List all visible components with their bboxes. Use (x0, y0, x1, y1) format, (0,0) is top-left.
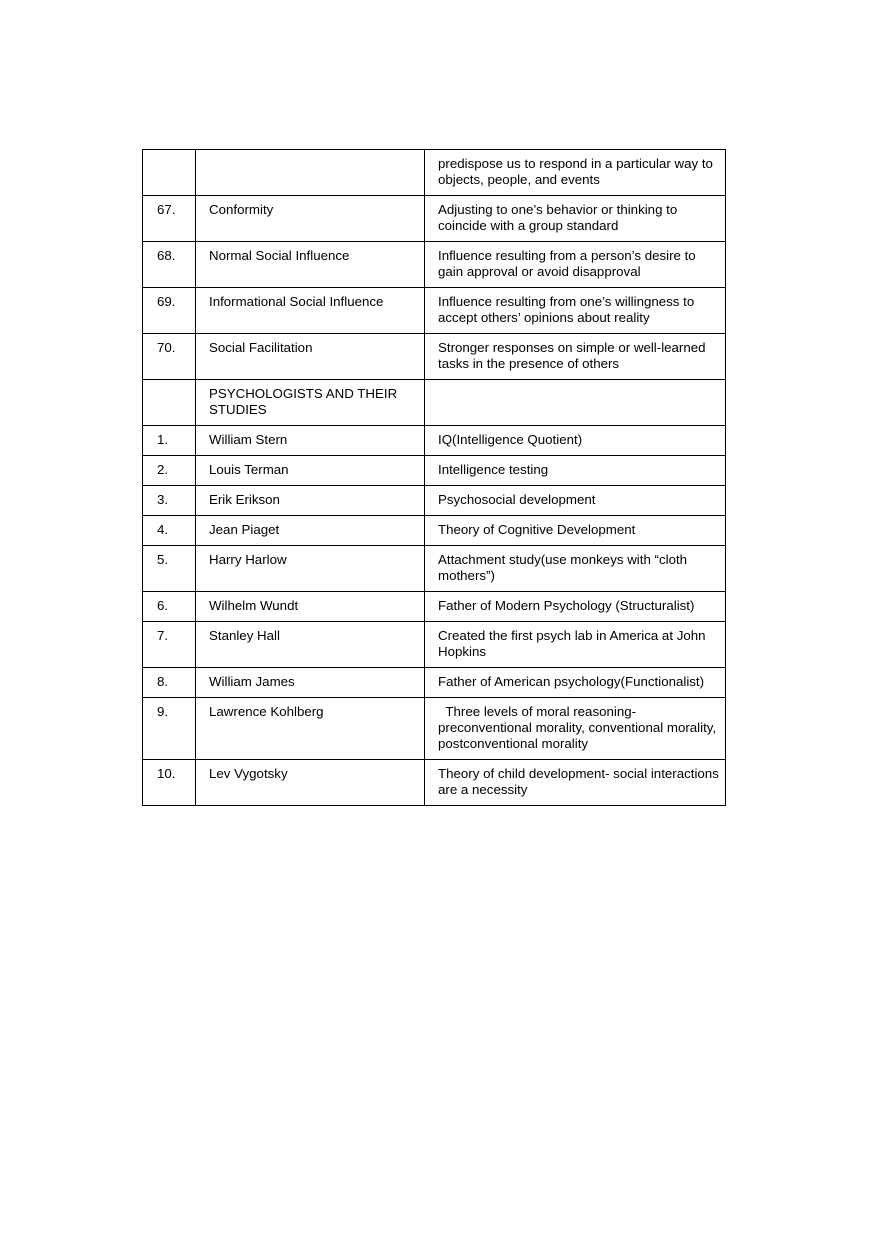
row-number: 4. (143, 516, 196, 546)
table-row (143, 516, 726, 546)
row-number: 68. (143, 242, 196, 288)
row-term: Louis Terman (196, 456, 425, 486)
table-row (143, 242, 726, 288)
row-number: 69. (143, 288, 196, 334)
table-row (143, 486, 726, 516)
row-term: Social Facilitation (196, 334, 425, 380)
row-number (143, 150, 196, 196)
row-definition: predispose us to respond in a particular way to objects, people, and events (425, 150, 726, 196)
row-definition: Theory of Cognitive Development (425, 516, 726, 546)
row-definition: Theory of child development- social interactions are a necessity (425, 760, 726, 806)
row-number: 2. (143, 456, 196, 486)
row-term: Jean Piaget (196, 516, 425, 546)
row-definition: Father of Modern Psychology (Structuralist) (425, 592, 726, 622)
row-term: William Stern (196, 426, 425, 456)
row-definition: Three levels of moral reasoning- preconventional morality, conventional morality, postconventional morality (425, 698, 726, 760)
row-definition: Stronger responses on simple or well-learned tasks in the presence of others (425, 334, 726, 380)
glossary-table (142, 149, 726, 806)
row-term: Stanley Hall (196, 622, 425, 668)
row-number: 8. (143, 668, 196, 698)
table-row (143, 668, 726, 698)
row-number: 6. (143, 592, 196, 622)
row-term: Harry Harlow (196, 546, 425, 592)
table-row (143, 456, 726, 486)
row-number: 10. (143, 760, 196, 806)
row-definition: Attachment study(use monkeys with “cloth mothers”) (425, 546, 726, 592)
table-row (143, 592, 726, 622)
row-definition: Adjusting to one’s behavior or thinking to coincide with a group standard (425, 196, 726, 242)
row-number: 1. (143, 426, 196, 456)
row-term: Conformity (196, 196, 425, 242)
row-term: Lev Vygotsky (196, 760, 425, 806)
row-number: 3. (143, 486, 196, 516)
row-definition: Influence resulting from a person’s desire to gain approval or avoid disapproval (425, 242, 726, 288)
section-header-row (143, 380, 726, 426)
row-definition (425, 380, 726, 426)
row-term (196, 150, 425, 196)
row-definition: Influence resulting from one’s willingness to accept others’ opinions about reality (425, 288, 726, 334)
row-definition: Intelligence testing (425, 456, 726, 486)
row-definition: Created the first psych lab in America at John Hopkins (425, 622, 726, 668)
table-row (143, 760, 726, 806)
row-definition: IQ(Intelligence Quotient) (425, 426, 726, 456)
row-number: 5. (143, 546, 196, 592)
glossary-table-body (143, 150, 726, 806)
table-row (143, 334, 726, 380)
row-number: 67. (143, 196, 196, 242)
table-row (143, 698, 726, 760)
table-row (143, 288, 726, 334)
row-term: Informational Social Influence (196, 288, 425, 334)
table-row (143, 150, 726, 196)
row-term: Normal Social Influence (196, 242, 425, 288)
row-term: William James (196, 668, 425, 698)
row-number: 7. (143, 622, 196, 668)
section-heading: PSYCHOLOGISTS AND THEIR STUDIES (196, 380, 425, 426)
row-number: 70. (143, 334, 196, 380)
row-number (143, 380, 196, 426)
row-term: Lawrence Kohlberg (196, 698, 425, 760)
row-number: 9. (143, 698, 196, 760)
table-row (143, 622, 726, 668)
table-row (143, 546, 726, 592)
row-term: Erik Erikson (196, 486, 425, 516)
row-definition: Psychosocial development (425, 486, 726, 516)
table-row (143, 426, 726, 456)
table-row (143, 196, 726, 242)
row-definition: Father of American psychology(Functionalist) (425, 668, 726, 698)
row-term: Wilhelm Wundt (196, 592, 425, 622)
